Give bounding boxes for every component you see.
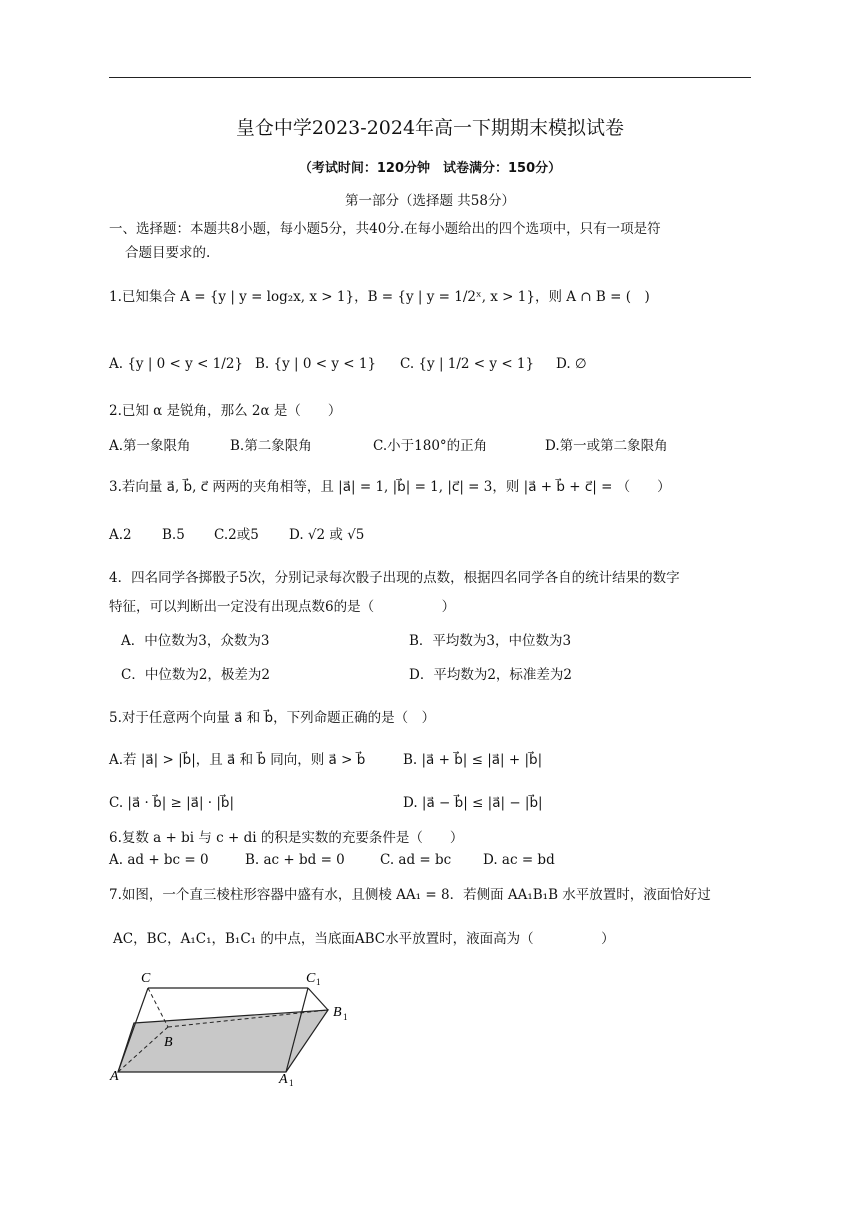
- question-4-option-c: C．中位数为2，极差为2: [121, 667, 271, 683]
- label-a1-sub: 1: [289, 1078, 294, 1088]
- question-4-stem-line1: 4．四名同学各掷骰子5次，分别记录每次骰子出现的点数，根据四名同学各自的统计结果的数字: [109, 570, 680, 586]
- question-2-option-b: B.第二象限角: [230, 438, 312, 454]
- question-2-stem: 2.已知 α 是锐角，那么 2α 是（ ）: [109, 403, 342, 419]
- question-3-stem: 3.若向量 a⃗, b⃗, c⃗ 两两的夹角相等，且 |a⃗| = 1, |b⃗| = 1, |c⃗| = 3，则 |a⃗ + b⃗ + c⃗| = （ ）: [109, 479, 671, 495]
- top-rule: [109, 77, 751, 78]
- edge-c1-b1: [308, 988, 328, 1010]
- part-heading: 第一部分（选择题 共58分）: [345, 193, 515, 209]
- label-c1-sub: 1: [316, 977, 321, 987]
- question-7-stem-line1: 7.如图，一个直三棱柱形容器中盛有水，且侧棱 AA₁ = 8．若侧面 AA₁B₁B 水平放置时，液面恰好过: [109, 887, 711, 903]
- question-1-option-b: B. {y | 0 < y < 1}: [255, 356, 377, 372]
- question-5-stem: 5.对于任意两个向量 a⃗ 和 b⃗，下列命题正确的是（ ）: [109, 710, 436, 726]
- question-6-option-a: A. ad + bc = 0: [109, 852, 209, 868]
- exam-info: （考试时间：120分钟 试卷满分：150分）: [298, 161, 562, 176]
- label-a: A: [110, 1069, 119, 1084]
- section-instructions-line1: 一、选择题：本题共8小题，每小题5分，共40分.在每小题给出的四个选项中，只有一项是符: [109, 221, 661, 237]
- question-6-option-c: C. ad = bc: [380, 852, 452, 868]
- question-3-option-c: C.2或5: [214, 527, 259, 543]
- question-1-stem: 1.已知集合 A = {y | y = log₂x, x > 1}，B = {y | y = 1/2ˣ, x > 1}，则 A ∩ B = ( ): [109, 289, 650, 305]
- question-1-option-d: D. ∅: [556, 356, 587, 372]
- question-4-option-b: B．平均数为3，中位数为3: [409, 633, 572, 649]
- label-b1-sub: 1: [343, 1012, 348, 1022]
- question-5-option-a: A.若 |a⃗| > |b⃗|，且 a⃗ 和 b⃗ 同向，则 a⃗ > b⃗: [109, 752, 366, 768]
- label-b: B: [164, 1035, 173, 1050]
- question-1-option-c: C. {y | 1/2 < y < 1}: [400, 356, 535, 372]
- question-5-option-d: D. |a⃗ − b⃗| ≤ |a⃗| − |b⃗|: [403, 795, 543, 811]
- question-2-option-c: C.小于180°的正角: [373, 438, 488, 454]
- label-b1: B: [333, 1005, 342, 1020]
- label-c: C: [141, 971, 151, 986]
- question-6-option-d: D. ac = bd: [483, 852, 555, 868]
- water-region: [118, 1010, 328, 1072]
- question-2-option-d: D.第一或第二象限角: [545, 438, 668, 454]
- question-3-option-d: D. √2 或 √5: [289, 527, 365, 543]
- section-instructions-line2: 合题目要求的.: [125, 245, 211, 261]
- question-5-option-b: B. |a⃗ + b⃗| ≤ |a⃗| + |b⃗|: [403, 752, 543, 768]
- question-3-option-b: B.5: [162, 527, 185, 543]
- question-1-option-a: A. {y | 0 < y < 1/2}: [109, 356, 243, 372]
- question-5-option-c: C. |a⃗ · b⃗| ≥ |a⃗| · |b⃗|: [109, 795, 235, 811]
- question-2-option-a: A.第一象限角: [109, 438, 191, 454]
- question-4-option-a: A．中位数为3，众数为3: [121, 633, 270, 649]
- question-3-option-a: A.2: [109, 527, 132, 543]
- question-4-option-d: D．平均数为2，标准差为2: [409, 667, 573, 683]
- page-title: 皇仓中学2023-2024年高一下期期末模拟试卷: [235, 117, 625, 139]
- prism-figure: [108, 966, 358, 1091]
- question-6-option-b: B. ac + bd = 0: [245, 852, 345, 868]
- question-6-stem: 6.复数 a + bi 与 c + di 的积是实数的充要条件是（ ）: [109, 830, 464, 846]
- question-4-stem-line2: 特征，可以判断出一定没有出现点数6的是（ ）: [109, 599, 456, 615]
- question-7-stem-line2: AC，BC，A₁C₁，B₁C₁ 的中点，当底面ABC水平放置时，液面高为（ ）: [113, 931, 615, 947]
- label-c1: C: [306, 971, 316, 986]
- label-a1: A: [279, 1072, 288, 1087]
